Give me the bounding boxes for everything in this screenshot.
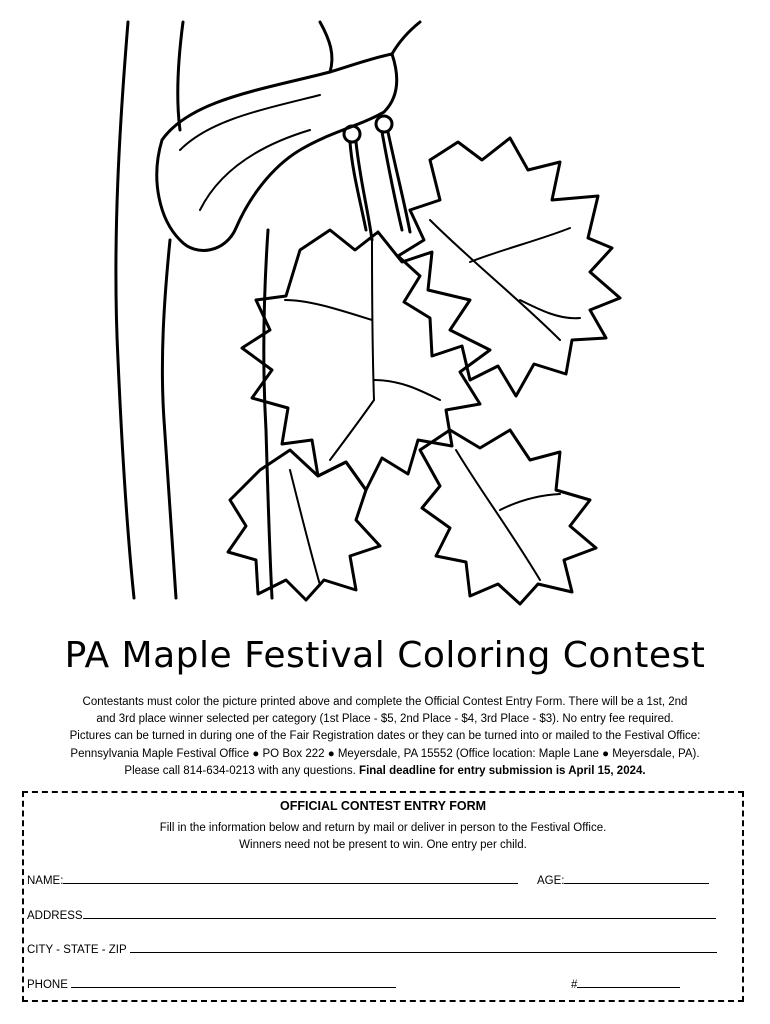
page-title: PA Maple Festival Coloring Contest [64, 635, 706, 676]
entry-form-instructions [24, 820, 742, 853]
age-label: AGE: [537, 875, 565, 887]
address-blank[interactable] [83, 907, 716, 919]
name-field[interactable] [27, 872, 518, 887]
tree-branch [157, 54, 397, 250]
tree-trunk-inner-edge [178, 22, 183, 130]
name-label: NAME: [27, 875, 64, 887]
city-state-zip-field[interactable] [27, 941, 717, 956]
phone-field[interactable] [27, 976, 396, 991]
entry-form [22, 791, 744, 1002]
city-state-zip-label: CITY - STATE - ZIP [27, 944, 127, 956]
maple-leaf-bottom-right [420, 430, 596, 604]
contest-instructions [10, 694, 760, 780]
contact-and-deadline [10, 763, 760, 780]
name-blank[interactable] [63, 872, 518, 884]
address-field[interactable] [27, 907, 716, 922]
festival-office-address: Pennsylvania Maple Festival Office ● PO Box 222 ● Meyersdale, PA 15552 (Office location: Maple Lane ● Meyersdale, PA). [70, 747, 700, 760]
instructions-line: Contestants must color the picture printed above and complete the Official Contest Entry Form. There will be a 1st, 2nd [82, 696, 688, 708]
phone-blank[interactable] [71, 976, 396, 988]
entry-form-heading: OFFICIAL CONTEST ENTRY FORM [279, 799, 487, 813]
instructions-line: Pictures can be turned in during one of the Fair Registration dates or they can be turned into or mailed to the Festival Office: [69, 730, 701, 743]
entry-form-instructions-line: Fill in the information below and return by mail or deliver in person to the Festival Office. [159, 822, 607, 834]
instructions-line: and 3rd place winner selected per category (1st Place - $5, 2nd Place - $4, 3rd Place - $3). No entry fee required. [96, 713, 674, 726]
deadline-notice: Final deadline for entry submission is April 15, 2024. [359, 764, 646, 777]
contact-phone: Please call 814-634-0213 with any questions. [124, 764, 356, 777]
address-label: ADDRESS [27, 910, 83, 922]
tree-trunk-left-edge [116, 22, 134, 598]
entry-number-field[interactable] [571, 976, 680, 991]
entry-number-label: # [571, 979, 578, 991]
age-field[interactable] [537, 872, 709, 887]
city-state-zip-blank[interactable] [130, 941, 717, 953]
age-blank[interactable] [564, 872, 709, 884]
phone-label: PHONE [27, 979, 68, 991]
entry-form-instructions-line: Winners need not be present to win. One entry per child. [239, 838, 527, 851]
entry-number-blank[interactable] [577, 976, 680, 988]
maple-leaf-left [242, 230, 490, 490]
